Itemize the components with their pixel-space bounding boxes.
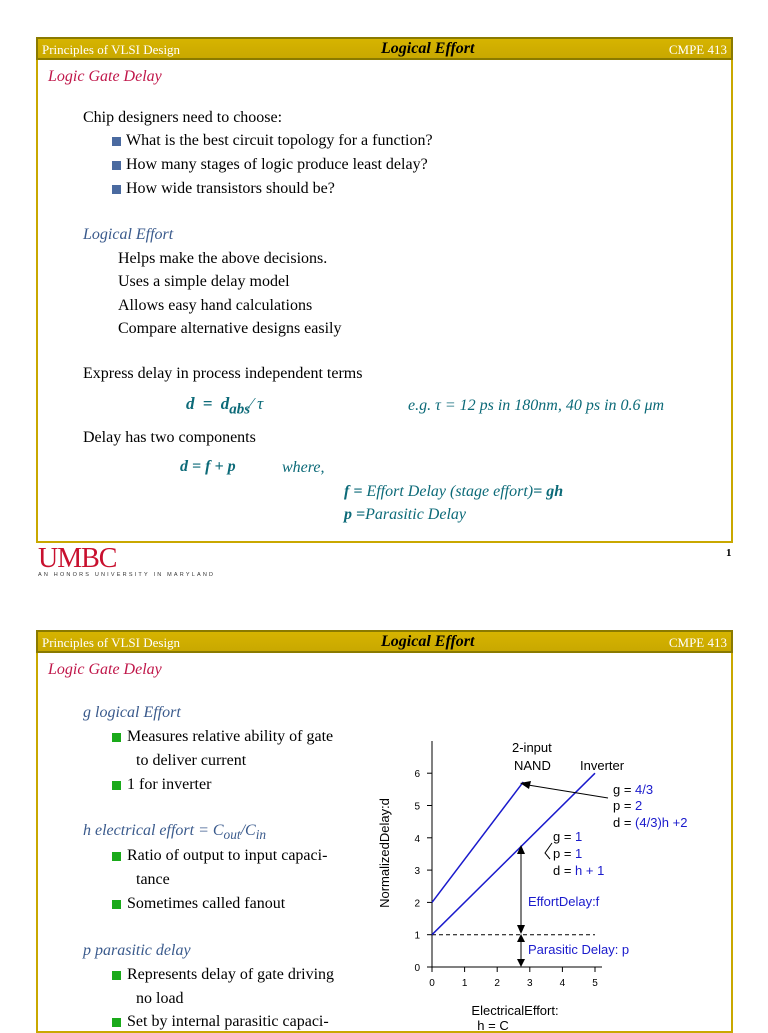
- y-tick-label: 0: [414, 963, 420, 974]
- h-item: Ratio of output to input capaci-: [127, 847, 328, 864]
- bullet-square-icon: [112, 137, 121, 146]
- x-tick-label: 2: [494, 978, 500, 989]
- course-title: Principles of VLSI Design: [42, 42, 181, 57]
- equation-sum: d = f + p: [180, 458, 236, 475]
- eq-lhs: d: [186, 394, 195, 413]
- y-tick-label: 3: [414, 866, 420, 878]
- h-heading: [83, 822, 266, 843]
- bullet-square-icon: [112, 971, 121, 980]
- x-tick-label: 1: [461, 978, 468, 989]
- g-heading: g logical Effort: [83, 704, 181, 721]
- equation-delay: [186, 394, 263, 418]
- logical-effort-item: Compare alternative designs easily: [118, 320, 342, 337]
- effort-arrow-down-icon: [517, 925, 525, 934]
- y-axis-label: NormalizedDelay:d: [377, 798, 392, 908]
- nand-label-line2: NAND: [514, 758, 551, 773]
- eq-subscript: abs: [229, 401, 251, 418]
- eq-equals: =: [202, 394, 213, 413]
- slide-body: [36, 60, 733, 543]
- inv-g: g = 1: [553, 829, 583, 844]
- p-item: no load: [136, 990, 184, 1007]
- x-axis-ticks: [429, 967, 598, 989]
- slide-topic: Logical Effort: [381, 40, 475, 57]
- y-tick-label: 2: [414, 898, 420, 910]
- f-definition: [344, 483, 563, 501]
- g-item: to deliver current: [136, 752, 247, 769]
- h-sub-out: out: [223, 827, 241, 843]
- where-text: where,: [282, 459, 325, 476]
- p-heading: p parasitic delay: [83, 942, 191, 959]
- slide-header: [36, 630, 733, 653]
- parasitic-arrow-down-icon: [517, 959, 525, 967]
- y-tick-label: 4: [414, 833, 420, 845]
- f-eq: = gh: [533, 483, 564, 500]
- logical-effort-item: Allows easy hand calculations: [118, 297, 313, 314]
- two-components-text: Delay has two components: [83, 429, 256, 446]
- effort-delay-label: EffortDelay:f: [528, 894, 600, 909]
- bullet-item: How many stages of logic produce least delay?: [126, 156, 428, 173]
- f-text: Effort Delay (stage effort): [366, 483, 534, 500]
- inverter-label: Inverter: [580, 758, 625, 773]
- g-item: Measures relative ability of gate: [127, 728, 334, 745]
- bullet-square-icon: [112, 900, 121, 909]
- g-item: 1 for inverter: [127, 776, 212, 793]
- bullet-square-icon: [112, 1018, 121, 1027]
- bullet-square-icon: [112, 733, 121, 742]
- logo-subtext: AN HONORS UNIVERSITY IN MARYLAND: [38, 572, 216, 578]
- slide-1: [36, 37, 733, 543]
- h-mid: /C: [240, 822, 256, 839]
- eq-tau: ⁄ τ: [250, 394, 264, 413]
- y-tick-label: 5: [414, 801, 420, 813]
- nand-label-line1: 2-input: [512, 740, 552, 755]
- h-heading-prefix: h electrical effort = C: [83, 822, 224, 839]
- course-code: CMPE 413: [668, 635, 727, 650]
- inverter-bracket: [545, 843, 552, 859]
- h-sub-in: in: [255, 827, 267, 843]
- p-definition: [344, 506, 466, 524]
- logical-effort-item: Helps make the above decisions.: [118, 250, 328, 267]
- bullet-square-icon: [112, 161, 121, 170]
- bullet-square-icon: [112, 781, 121, 790]
- course-title: Principles of VLSI Design: [42, 635, 181, 650]
- logical-effort-heading: Logical Effort: [83, 226, 174, 243]
- umbc-logo: [38, 543, 215, 578]
- nand-delay-line: [432, 782, 523, 902]
- f-label: f =: [344, 483, 363, 500]
- page-number: 1: [726, 547, 732, 559]
- inv-p: p = 1: [553, 846, 583, 861]
- h-item: Sometimes called fanout: [127, 895, 286, 912]
- logical-effort-item: Uses a simple delay model: [118, 273, 290, 290]
- slide-topic: Logical Effort: [381, 633, 475, 650]
- x-axis-label: ElectricalEffort:: [471, 1003, 559, 1018]
- y-tick-label: 6: [414, 769, 420, 781]
- nand-d: d = (4/3)h +2: [613, 815, 688, 830]
- section-title: Logic Gate Delay: [48, 661, 162, 678]
- x-axis-label-2: h = C: [477, 1018, 509, 1033]
- course-code: CMPE 413: [668, 42, 727, 57]
- parasitic-delay-label: Parasitic Delay: p: [528, 942, 630, 957]
- p-item: Represents delay of gate driving: [127, 966, 335, 983]
- nand-arrow: [528, 785, 608, 798]
- x-tick-label: 5: [592, 978, 598, 989]
- nand-g: g = 4/3: [613, 782, 654, 797]
- delay-chart: [370, 735, 750, 1033]
- express-text: Express delay in process independent terms: [83, 365, 363, 382]
- h-item: tance: [136, 871, 170, 888]
- bullet-item: What is the best circuit topology for a function?: [126, 132, 433, 149]
- x-tick-label: 4: [559, 978, 566, 989]
- eq-d: d: [220, 394, 230, 413]
- x-tick-label: 0: [429, 978, 435, 989]
- parasitic-arrow-up-icon: [517, 934, 525, 942]
- bullet-square-icon: [112, 185, 121, 194]
- section-title: Logic Gate Delay: [48, 68, 162, 85]
- intro-text: Chip designers need to choose:: [83, 109, 283, 126]
- nand-p: p = 2: [613, 798, 643, 813]
- bullet-square-icon: [112, 852, 121, 861]
- x-tick-label: 3: [527, 978, 533, 989]
- slide-header: [36, 37, 733, 60]
- p-label: p =: [344, 506, 366, 523]
- p-item: Set by internal parasitic capaci-: [127, 1013, 329, 1030]
- logo-text: UMBC: [38, 543, 117, 574]
- y-tick-label: 1: [414, 930, 420, 942]
- bullet-item: How wide transistors should be?: [126, 180, 335, 197]
- p-text: Parasitic Delay: [365, 506, 466, 523]
- inv-d: d = h + 1: [553, 863, 605, 878]
- y-axis-ticks: [414, 769, 432, 974]
- equation-example: e.g. τ = 12 ps in 180nm, 40 ps in 0.6 μm: [408, 397, 665, 414]
